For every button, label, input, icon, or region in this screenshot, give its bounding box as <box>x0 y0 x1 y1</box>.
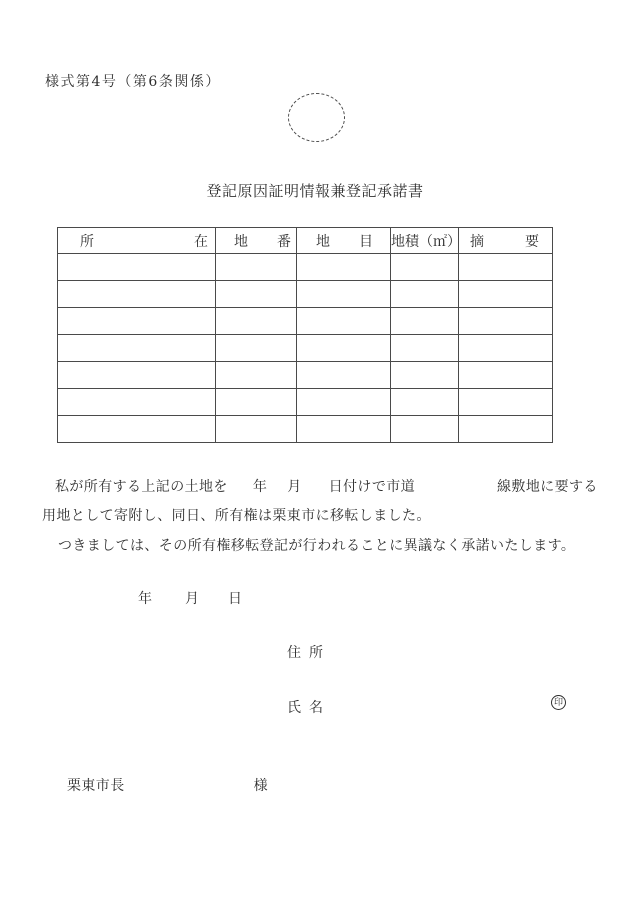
body-line-1 <box>42 476 612 496</box>
table-header-row <box>58 228 553 254</box>
body-line-3: つきましては、その所有権移転登記が行われることに異議なく承諾いたします。 <box>58 538 576 554</box>
table-cell-land-category <box>297 416 391 443</box>
table-cell-land-category <box>297 254 391 281</box>
table-row <box>58 281 553 308</box>
col-header-location <box>58 228 216 254</box>
date-line <box>138 588 242 608</box>
table-cell-land-category <box>297 335 391 362</box>
table-cell-location <box>58 335 216 362</box>
table-cell-location <box>58 362 216 389</box>
table-cell-location <box>58 389 216 416</box>
recipient-honorific: 様 <box>253 778 269 794</box>
table-cell-land-category <box>297 389 391 416</box>
form-number: 様式第4号（第6条関係） <box>45 74 221 90</box>
table-row <box>58 308 553 335</box>
table-row <box>58 389 553 416</box>
land-parcel-table <box>57 227 553 443</box>
name-label <box>287 697 323 717</box>
table-cell-land-area <box>391 362 459 389</box>
table-cell-land-area <box>391 335 459 362</box>
col-header-remarks <box>459 228 553 254</box>
table-cell-lot-number <box>216 335 297 362</box>
table-cell-land-area <box>391 308 459 335</box>
col-header-remarks-label: 摘 <box>470 233 484 250</box>
date-day-label: 日 <box>228 591 242 607</box>
table-row <box>58 362 553 389</box>
table-cell-remarks <box>459 254 553 281</box>
name-label-char: 氏 <box>287 700 301 716</box>
body-line1-intro: 私が所有する上記の土地を <box>55 479 228 495</box>
table-cell-land-category <box>297 281 391 308</box>
table-cell-land-area <box>391 281 459 308</box>
table-cell-lot-number <box>216 254 297 281</box>
day-and-road-label: 日付けで市道 <box>328 479 416 495</box>
col-header-lot-number-label: 番 <box>277 233 291 250</box>
table-cell-lot-number <box>216 362 297 389</box>
table-row <box>58 254 553 281</box>
recipient-name: 栗東市長 <box>67 778 125 794</box>
address-label-char: 所 <box>309 645 323 661</box>
month-label: 月 <box>287 479 302 495</box>
table-cell-lot-number <box>216 416 297 443</box>
table-cell-remarks <box>459 308 553 335</box>
col-header-land-category <box>297 228 391 254</box>
col-header-land-category-label: 地 <box>316 233 330 250</box>
table-cell-land-area <box>391 389 459 416</box>
table-cell-lot-number <box>216 281 297 308</box>
col-header-land-category-label: 目 <box>359 233 373 250</box>
col-header-location-label: 所 <box>80 233 94 250</box>
table-cell-lot-number <box>216 308 297 335</box>
table-row <box>58 335 553 362</box>
table-cell-land-area <box>391 416 459 443</box>
official-seal-placeholder-circle <box>288 93 345 142</box>
col-header-remarks-label: 要 <box>525 233 539 250</box>
table-cell-location <box>58 308 216 335</box>
year-label: 年 <box>252 479 268 495</box>
date-month-label: 月 <box>185 591 199 607</box>
table-body <box>58 254 553 443</box>
col-header-land-area <box>391 228 459 254</box>
table-cell-remarks <box>459 416 553 443</box>
document-title: 登記原因証明情報兼登記承諾書 <box>206 182 424 200</box>
table-cell-land-category <box>297 308 391 335</box>
table-cell-location <box>58 416 216 443</box>
name-label-char: 名 <box>309 700 323 716</box>
date-year-label: 年 <box>138 591 152 607</box>
table-cell-remarks <box>459 362 553 389</box>
seal-stamp-mark: 印 <box>551 695 566 710</box>
col-header-land-area-label: 地積（㎡） <box>391 233 461 250</box>
address-label-char: 住 <box>287 645 301 661</box>
recipient-line <box>67 775 268 795</box>
table-cell-remarks <box>459 335 553 362</box>
col-header-lot-number <box>216 228 297 254</box>
road-line-suffix-label: 線敷地に要する <box>497 479 598 495</box>
col-header-lot-number-label: 地 <box>234 233 248 250</box>
table-cell-location <box>58 281 216 308</box>
table-cell-location <box>58 254 216 281</box>
table-cell-remarks <box>459 281 553 308</box>
table-cell-land-area <box>391 254 459 281</box>
col-header-location-label: 在 <box>194 233 208 250</box>
table-cell-land-category <box>297 362 391 389</box>
address-label <box>287 642 323 662</box>
table-cell-lot-number <box>216 389 297 416</box>
body-line-2: 用地として寄附し、同日、所有権は栗東市に移転しました。 <box>42 508 431 524</box>
table-cell-remarks <box>459 389 553 416</box>
table-row <box>58 416 553 443</box>
